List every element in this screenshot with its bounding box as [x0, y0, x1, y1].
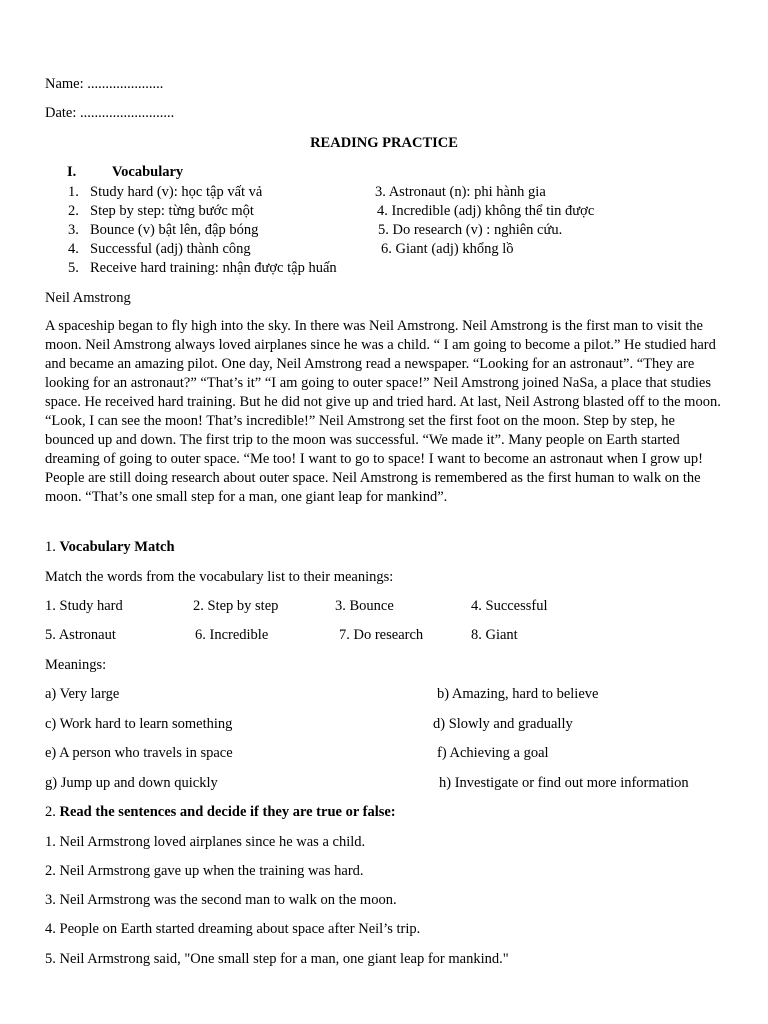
meaning-a: a) Very large	[45, 686, 120, 702]
vocab-left-num-1: 1.	[68, 184, 79, 200]
page-title: READING PRACTICE	[310, 135, 458, 151]
exercise1-heading	[45, 539, 175, 556]
vocab-left-num-3: 3.	[68, 222, 79, 238]
vocab-left-item-4: Successful (adj) thành công	[90, 241, 251, 257]
vocab-right-item-1: 3. Astronaut (n): phi hành gia	[375, 184, 546, 200]
match-word-8: 8. Giant	[471, 627, 518, 643]
true-false-statement-2: 2. Neil Armstrong gave up when the training was hard.	[45, 863, 364, 879]
true-false-statement-3: 3. Neil Armstrong was the second man to walk on the moon.	[45, 892, 397, 908]
vocab-left-num-2: 2.	[68, 203, 79, 219]
meaning-c: c) Work hard to learn something	[45, 716, 233, 732]
match-word-2: 2. Step by step	[193, 598, 279, 614]
story-title: Neil Amstrong	[45, 290, 131, 306]
match-word-7: 7. Do research	[339, 627, 424, 643]
match-word-1: 1. Study hard	[45, 598, 123, 614]
meanings-label: Meanings:	[45, 657, 107, 673]
true-false-statement-4: 4. People on Earth started dreaming about space after Neil’s trip.	[45, 921, 421, 937]
exercise2-heading	[45, 804, 396, 821]
meaning-h: h) Investigate or find out more information	[439, 775, 689, 791]
exercise1-number: 1.	[45, 539, 60, 555]
vocab-right-item-3: 5. Do research (v) : nghiên cứu.	[378, 222, 563, 238]
meaning-e: e) A person who travels in space	[45, 745, 233, 761]
vocab-left-num-4: 4.	[68, 241, 79, 257]
story-paragraph: A spaceship began to fly high into the sky. In there was Neil Amstrong. Neil Amstrong is the first man to visit the moon. Neil Amstrong always loved airplanes since he was a child. “ I am going to become a pilot.” He studied hard and became an amazing pilot. One day, Neil Amstrong read a newspaper. “Looking for an astronaut”. “They are looking for an astronaut?” “That’s it” “I am going to outer space!” Neil Amstrong joined NaSa, a place that studies space. He received hard training. But he did not give up and tried hard. At last, Neil Astrong blasted off to the moon. “Look, I can see the moon! That’s incredible!” Neil Amstrong set the first foot on the moon. Step by step, he bounced up and down. The first trip to the moon was successful. “We made it”. Many people on Earth started dreaming of going to outer space. “Me too! I want to go to space! I want to become an astronaut when I grow up! People are still doing research about outer space. Neil Amstrong is remembered as the first human to walk on the moon. “That’s one small step for a man, one giant leap for mankind”.	[45, 318, 721, 505]
match-word-6: 6. Incredible	[195, 627, 269, 643]
exercise2-title: Read the sentences and decide if they are true or false:	[59, 804, 396, 820]
match-word-4: 4. Successful	[471, 598, 548, 614]
exercise2-number: 2.	[45, 804, 60, 820]
date-line: Date: ..........................	[45, 105, 175, 121]
true-false-statement-1: 1. Neil Armstrong loved airplanes since he was a child.	[45, 834, 366, 850]
vocab-left-item-3: Bounce (v) bật lên, đập bóng	[90, 222, 259, 238]
vocab-right-item-2: 4. Incredible (adj) không thể tin được	[377, 203, 595, 219]
meaning-d: d) Slowly and gradually	[433, 716, 573, 732]
vocab-section-number: I.	[67, 164, 77, 180]
true-false-statement-5: 5. Neil Armstrong said, "One small step for a man, one giant leap for mankind."	[45, 951, 509, 967]
meaning-b: b) Amazing, hard to believe	[437, 686, 599, 702]
meaning-f: f) Achieving a goal	[437, 745, 549, 761]
vocab-right-item-4: 6. Giant (adj) khổng lồ	[381, 241, 514, 257]
meaning-g: g) Jump up and down quickly	[45, 775, 218, 791]
name-line: Name: .....................	[45, 76, 164, 92]
exercise1-title: Vocabulary Match	[59, 539, 175, 555]
match-word-5: 5. Astronaut	[45, 627, 116, 643]
vocab-left-item-1: Study hard (v): học tập vất vả	[90, 184, 263, 200]
match-word-3: 3. Bounce	[335, 598, 394, 614]
vocab-section-title: Vocabulary	[112, 164, 184, 180]
vocab-left-item-5: Receive hard training: nhận được tập huấn	[90, 260, 337, 276]
vocab-left-num-5: 5.	[68, 260, 79, 276]
vocab-left-item-2: Step by step: từng bước một	[90, 203, 254, 219]
exercise1-instruction: Match the words from the vocabulary list to their meanings:	[45, 569, 394, 585]
